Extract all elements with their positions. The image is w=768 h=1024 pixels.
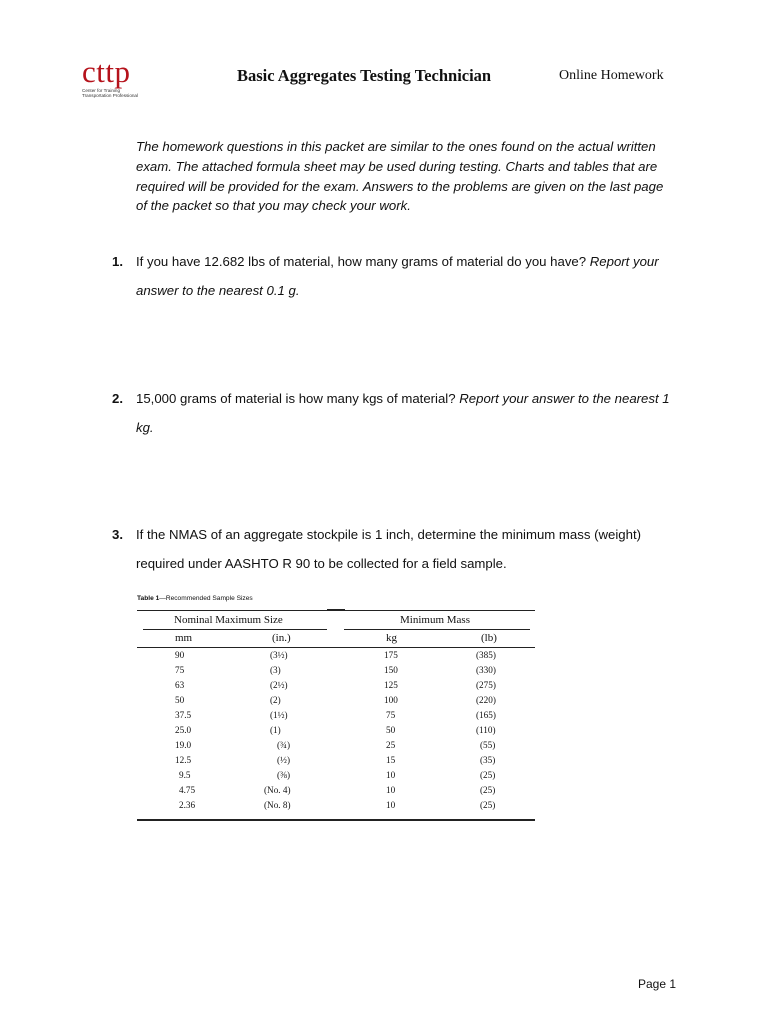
table-caption <box>137 595 253 602</box>
question-number: 1. <box>112 254 123 269</box>
cell-mm: 90 <box>175 650 185 660</box>
group-header-size: Nominal Maximum Size <box>174 614 283 626</box>
document-type: Online Homework <box>559 68 664 83</box>
logo-subtitle-line2: Transportation Professional <box>82 93 139 99</box>
question-3 <box>112 521 682 578</box>
cell-in: (2) <box>270 695 281 705</box>
cell-mm: 4.75 <box>179 785 196 795</box>
group-rule-mass <box>344 629 530 630</box>
cell-lb: (25) <box>480 785 496 795</box>
cell-kg: 125 <box>384 680 398 690</box>
table-caption-text: —Recommended Sample Sizes <box>159 595 253 602</box>
cttp-logo <box>82 54 172 99</box>
document-title: Basic Aggregates Testing Technician <box>237 66 492 85</box>
table-bottom-rule <box>137 819 535 821</box>
cell-lb: (275) <box>476 680 496 690</box>
table-row <box>137 650 535 665</box>
cell-lb: (385) <box>476 650 496 660</box>
cell-mm: 63 <box>175 680 185 690</box>
cell-lb: (25) <box>480 800 496 810</box>
column-header-mm: mm <box>175 632 193 644</box>
cell-kg: 100 <box>384 695 398 705</box>
question-text: If the NMAS of an aggregate stockpile is 1 inch, determine the minimum mass (weight) required under AASHTO R 90 to be collected for a field sample. <box>136 527 642 571</box>
table-top-rule-mark <box>327 609 345 611</box>
column-header-kg: kg <box>386 632 397 644</box>
table-caption-label: Table 1 <box>137 595 160 602</box>
cell-in: (No. 4) <box>264 785 291 795</box>
cell-mm: 19.0 <box>175 740 192 750</box>
cell-lb: (25) <box>480 770 496 780</box>
question-text: 15,000 grams of material is how many kgs of material? <box>136 391 460 406</box>
cell-lb: (35) <box>480 755 496 765</box>
group-header-mass: Minimum Mass <box>400 614 470 626</box>
question-text: If you have 12.682 lbs of material, how many grams of material do you have? <box>136 254 590 269</box>
cell-lb: (165) <box>476 710 496 720</box>
cell-in: (1½) <box>270 710 288 720</box>
header-bottom-rule <box>137 647 535 648</box>
question-1 <box>112 248 682 305</box>
table-row <box>137 740 535 755</box>
table-row <box>137 710 535 725</box>
table-row <box>137 785 535 800</box>
cell-in: (1) <box>270 725 281 735</box>
cell-in: (⅜) <box>277 770 291 780</box>
table-row <box>137 665 535 680</box>
cell-mm: 2.36 <box>179 800 196 810</box>
logo-subtitle <box>82 88 172 98</box>
cell-lb: (55) <box>480 740 496 750</box>
column-header-in: (in.) <box>272 632 291 644</box>
table-row <box>137 770 535 785</box>
intro-paragraph: The homework questions in this packet are similar to the ones found on the actual written exam. The attached formula sheet may be used during testing. Charts and tables that are required will be provided for the exam. Answers to the problems are given on the last page of the packet so that you may check your work. <box>136 139 664 214</box>
cell-mm: 25.0 <box>175 725 192 735</box>
cell-mm: 9.5 <box>179 770 191 780</box>
cell-in: (¾) <box>277 740 291 750</box>
cell-in: (No. 8) <box>264 800 291 810</box>
cell-kg: 50 <box>386 725 396 735</box>
cell-in: (3½) <box>270 650 288 660</box>
question-number: 3. <box>112 527 123 542</box>
question-number: 2. <box>112 391 123 406</box>
cell-kg: 25 <box>386 740 396 750</box>
question-requirement: Report your answer to the nearest 0.1 g. <box>136 254 659 298</box>
cell-lb: (220) <box>476 695 496 705</box>
table-row <box>137 755 535 770</box>
sample-size-table <box>137 609 535 821</box>
cell-in: (½) <box>277 755 291 765</box>
cell-mm: 37.5 <box>175 710 192 720</box>
cell-kg: 10 <box>386 770 396 780</box>
cell-lb: (330) <box>476 665 496 675</box>
cell-mm: 12.5 <box>175 755 192 765</box>
cell-mm: 75 <box>175 665 185 675</box>
logo-subtitle-line1: Center for Training <box>82 88 121 93</box>
cell-kg: 75 <box>386 710 396 720</box>
logo-mark: cttp <box>82 54 131 89</box>
group-rule-size <box>143 629 327 630</box>
table-row <box>137 725 535 740</box>
cell-in: (2½) <box>270 680 288 690</box>
cell-kg: 10 <box>386 785 396 795</box>
table-row <box>137 695 535 710</box>
column-header-lb: (lb) <box>481 632 497 644</box>
table-row <box>137 680 535 695</box>
cell-kg: 150 <box>384 665 398 675</box>
cell-mm: 50 <box>175 695 185 705</box>
cell-kg: 15 <box>386 755 396 765</box>
question-2 <box>112 385 682 442</box>
cell-in: (3) <box>270 665 281 675</box>
cell-kg: 175 <box>384 650 398 660</box>
table-row <box>137 800 535 815</box>
page-number: Page 1 <box>638 977 677 991</box>
cell-kg: 10 <box>386 800 396 810</box>
question-requirement: Report your answer to the nearest 1 kg. <box>136 391 670 435</box>
cell-lb: (110) <box>476 725 496 735</box>
